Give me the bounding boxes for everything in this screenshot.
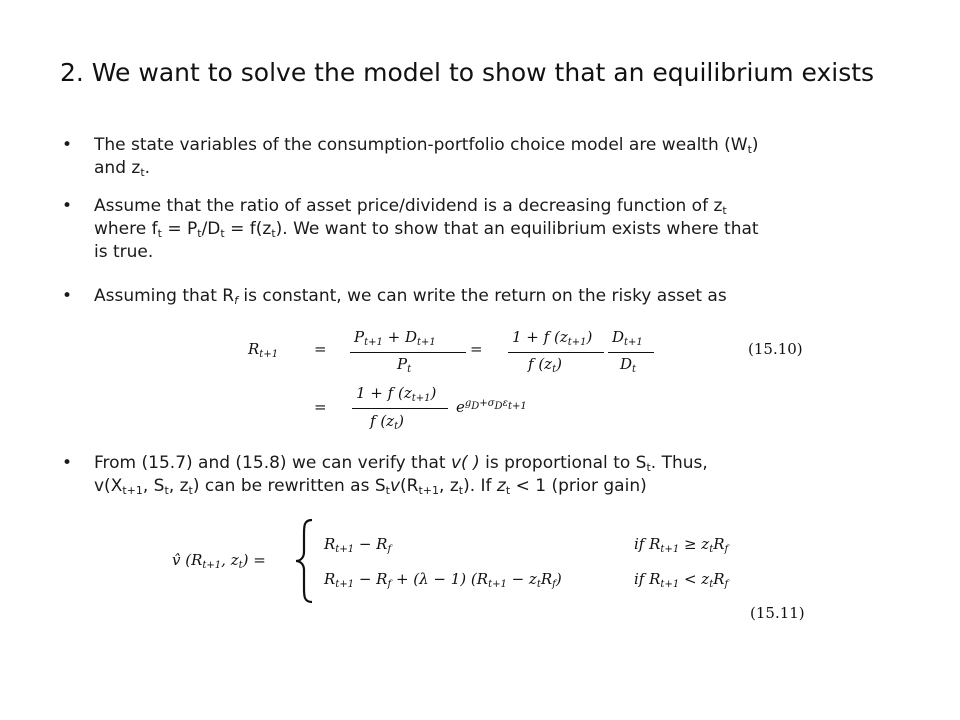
eq1-exponential: $e^{g_D+\sigma_D\varepsilon_{t+1}}$ <box>456 398 527 416</box>
eq1-fraction-bar-2 <box>508 352 604 353</box>
eq1-den1: $P_t$ <box>397 355 412 375</box>
bullet-assumption-price-dividend: • Assume that the ratio of asset price/dividend is a decreasing function of $z_t$ where $f_t = P_t/D_t = f(z_t)$. We want to show that an equilibrium exists where that is true. <box>62 196 759 262</box>
eq1-num3: $D_{t+1}$ <box>612 328 643 348</box>
eq1-den4: f $(z_t)$ <box>370 412 404 432</box>
bullet-dot: • <box>62 196 73 216</box>
slide-title: 2. We want to solve the model to show that an equilibrium exists <box>60 58 875 87</box>
eq1-equals-2: = <box>470 340 483 358</box>
eq2-case1: $R_{t+1} - R_f$ <box>324 535 392 555</box>
eq1-den3: $D_t$ <box>620 355 637 375</box>
eq1-lhs: $R_{t+1}$ <box>248 340 279 360</box>
eq1-num4: 1 + f $(z_{t+1})$ <box>356 384 437 404</box>
eq1-num2: 1 + f $(z_{t+1})$ <box>512 328 593 348</box>
eq1-fraction-bar-4 <box>352 408 448 409</box>
bullet-proportionality: • From (15.7) and (15.8) we can verify that v( ) is proportional to $S_t$. Thus, $v(X_{t+1}$, $S_t$, $z_t$) can be rewritten as $S_tv(R_{t+1}$, $z_t$). If $z_t < 1$ (prior gain) <box>62 453 708 497</box>
eq1-den2: f $(z_t)$ <box>528 355 562 375</box>
bullet-dot: • <box>62 135 73 155</box>
eq2-case2: $R_{t+1} - R_f + (\lambda - 1) (R_{t+1} - z_tR_f)$ <box>324 570 562 590</box>
eq1-equals-1: = <box>314 340 327 358</box>
eq2-condition1: if $R_{t+1} \ge z_tR_f$ <box>634 535 729 555</box>
bullet-dot: • <box>62 453 73 473</box>
eq2-lhs: v̂ ($R_{t+1}$, $z_t$) = <box>172 551 266 571</box>
eq1-fraction-bar-1 <box>350 352 466 353</box>
eq1-fraction-bar-3 <box>608 352 654 353</box>
eq1-equals-3: = <box>314 398 327 416</box>
left-brace-icon <box>294 518 316 604</box>
bullet-dot: • <box>62 286 73 306</box>
eq2-number: (15.11) <box>750 604 805 622</box>
eq2-condition2: if $R_{t+1} < z_tR_f$ <box>634 570 729 590</box>
eq1-num1: $P_{t+1} + D_{t+1}$ <box>354 328 436 348</box>
bullet-risky-asset-return: • Assuming that $R_f$ is constant, we can write the return on the risky asset as <box>62 286 727 307</box>
bullet-state-variables: • The state variables of the consumption-portfolio choice model are wealth $(W_t)$ and $z_t$. <box>62 135 759 179</box>
eq1-number: (15.10) <box>748 340 803 358</box>
